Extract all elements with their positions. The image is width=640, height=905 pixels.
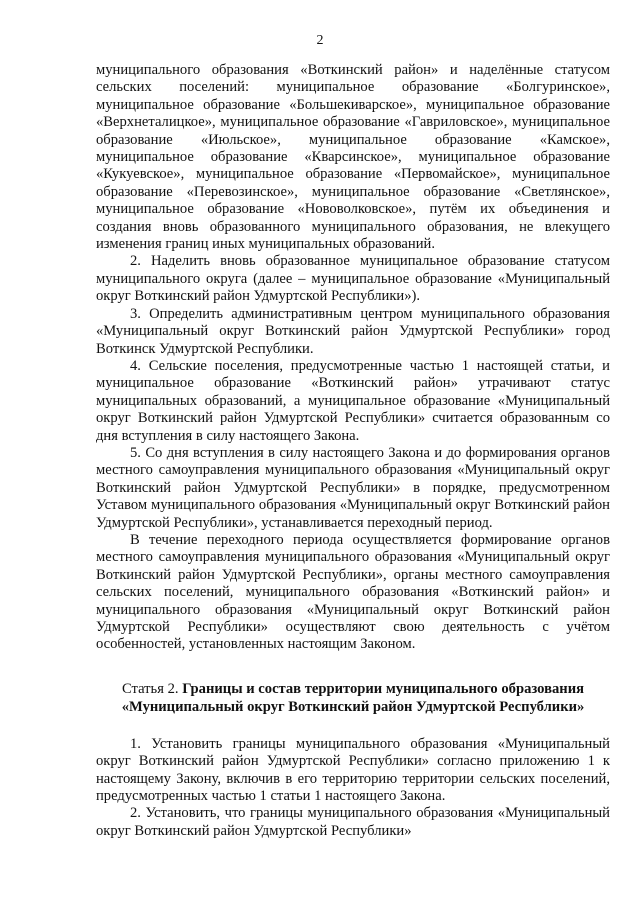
spacer [96, 654, 610, 680]
paragraph-item-2: 2. Наделить вновь образованное муниципальное образование статусом муниципального округа (далее – муниципальное образование «Муниципальный округ Воткинский район Удмуртской Республики»). [96, 253, 610, 305]
paragraph-continuation: муниципального образования «Воткинский район» и наделённые статусом сельских поселений: муниципальное образование «Болгуринское», муниципальное образование «Большекиварское», муниципальное образование «Верхнеталицкое», муниципальное образование «Гавриловское», муниципальное образование «Июльское», муниципальное образование «Камское», муниципальное образование «Кварсинское», муниципальное образование «Кукуевское», муниципальное образование «Первомайское», муниципальное образование «Перевозинское», муниципальное образование «Светлянское», муниципальное образование «Нововолковское», путём их объединения и создания вновь образованного муниципального образования, не влекущего изменения границ иных муниципальных образований. [96, 62, 610, 253]
paragraph-art2-item-1: 1. Установить границы муниципального образования «Муниципальный округ Воткинский район Удмуртской Республики» согласно приложению 1 к настоящему Закону, включив в его территорию территории сельских поселений, предусмотренных частью 1 статьи 1 настоящего Закона. [96, 735, 610, 805]
article-title: Границы и состав территории муниципального образования «Муниципальный округ Воткинский район Удмуртской Республики» [121, 680, 585, 715]
paragraph-transition-period: В течение переходного периода осуществляется формирование органов местного самоуправления муниципального образования «Муниципальный округ Воткинский район Удмуртской Республики», органы местного самоуправления сельских поселений, муниципального образования «Воткинский район» и муниципального образования «Муниципальный округ Воткинский район Удмуртской Республики» осуществляют свою деятельность с учётом особенностей, установленных настоящим Законом. [96, 531, 610, 653]
document-body [96, 62, 610, 840]
paragraph-art2-item-2: 2. Установить, что границы муниципального образования «Муниципальный округ Воткинский район Удмуртской Республики» [96, 805, 610, 839]
paragraph-item-4: 4. Сельские поселения, предусмотренные частью 1 настоящей статьи, и муниципальное образование «Воткинский район» утрачивают статус муниципальных образований, а муниципальное образование «Муниципальный округ Воткинский район Удмуртской Республики» считается образованным со дня вступления в силу настоящего Закона. [96, 357, 610, 444]
paragraph-item-5: 5. Со дня вступления в силу настоящего Закона и до формирования органов местного самоуправления муниципального образования «Муниципальный округ Воткинский район Удмуртской Республики» в порядке, предусмотренном Уставом муниципального образования «Муниципальный округ Воткинский район Удмуртской Республики», устанавливается переходный период. [96, 444, 610, 531]
article-label: Статья 2. [121, 680, 179, 697]
paragraph-item-3: 3. Определить административным центром муниципального образования «Муниципальный округ Воткинский район Удмуртской Республики» город Воткинск Удмуртской Республики. [96, 305, 610, 357]
page-number: 2 [316, 33, 324, 48]
spacer [96, 716, 610, 736]
article-heading [96, 680, 610, 716]
